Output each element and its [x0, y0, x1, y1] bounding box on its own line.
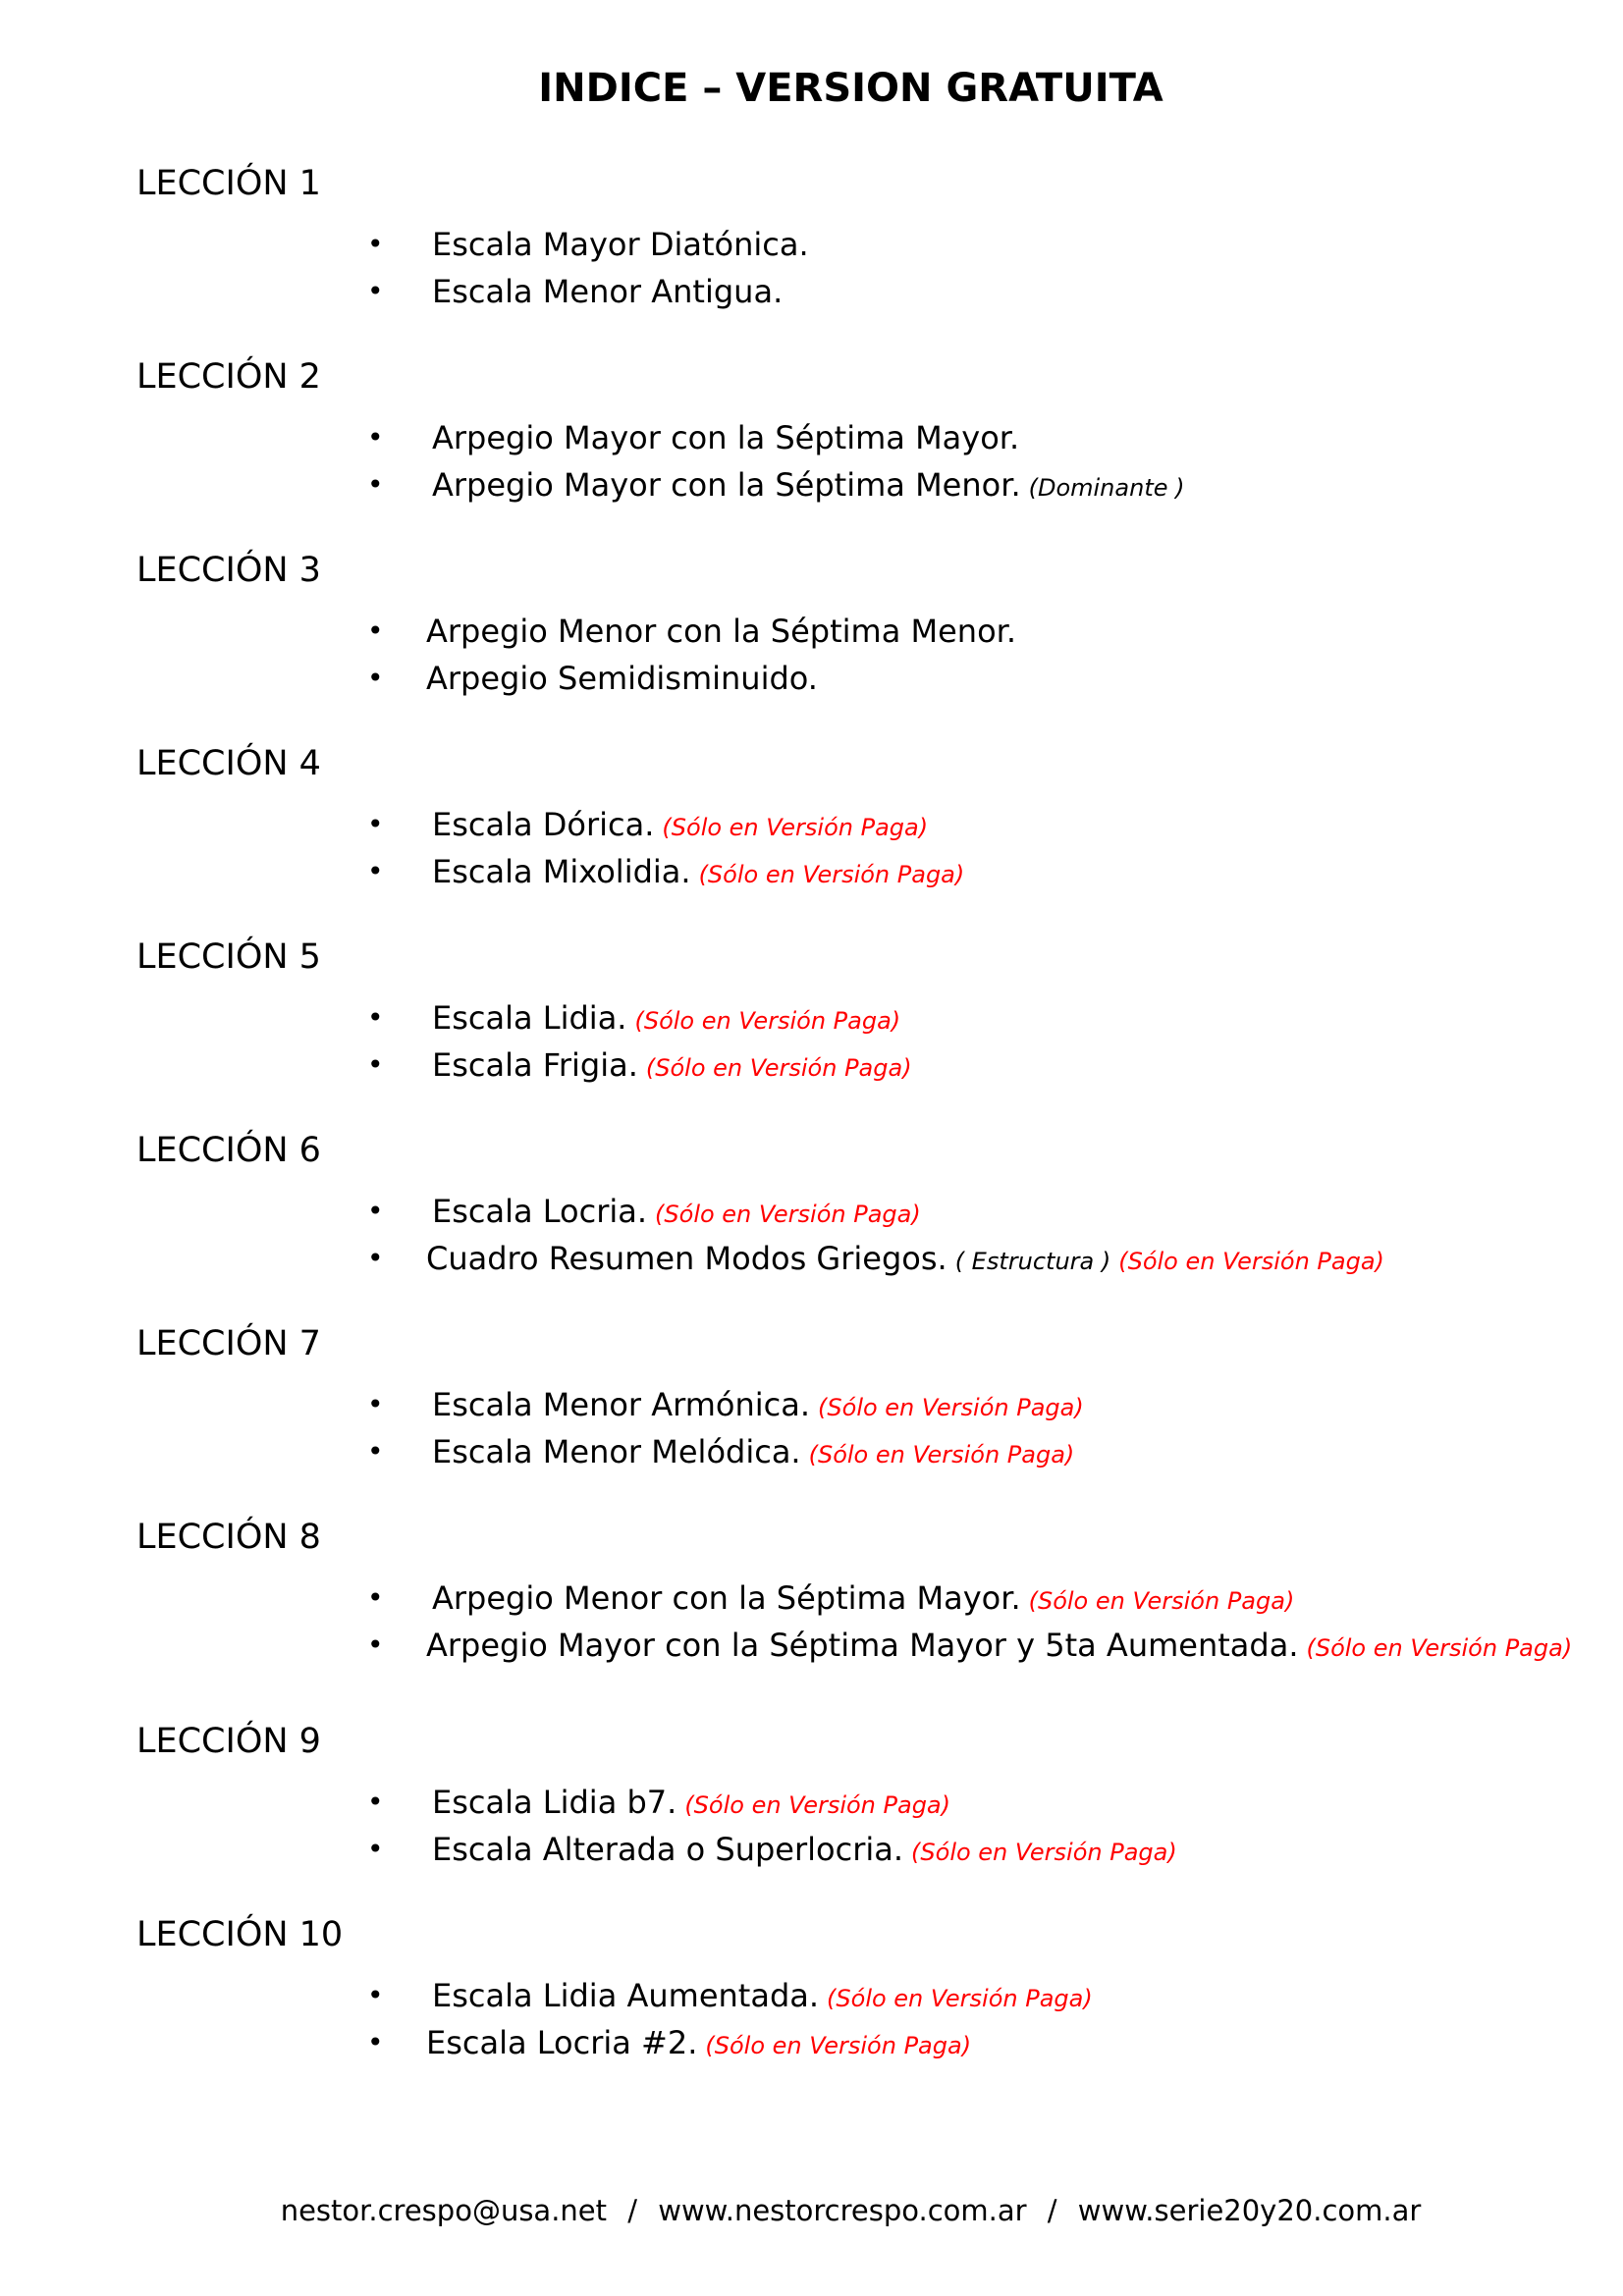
list-item-line — [432, 1781, 950, 1827]
paid-version-note: (Sólo en Versión Paga) — [705, 2032, 972, 2059]
list-item-line — [432, 1576, 1294, 1623]
lesson-heading: LECCIÓN 6 — [136, 1131, 321, 1170]
list-item-text: Escala Frigia. — [432, 1046, 638, 1084]
paid-version-note: (Sólo en Versión Paga) — [818, 1394, 1084, 1421]
lesson-heading: LECCIÓN 9 — [136, 1722, 321, 1761]
paid-version-note: (Sólo en Versión Paga) — [911, 1839, 1177, 1866]
paid-version-note: (Sólo en Versión Paga) — [655, 1201, 921, 1228]
bullet-icon: • — [367, 1388, 384, 1420]
list-item-text: Arpegio Menor con la Séptima Mayor. — [432, 1579, 1021, 1617]
lesson-heading: LECCIÓN 5 — [136, 937, 321, 977]
bullet-icon: • — [367, 1048, 384, 1081]
lesson-heading: LECCIÓN 4 — [136, 744, 321, 783]
bullet-icon: • — [367, 1629, 384, 1661]
list-item-text: Arpegio Mayor con la Séptima Menor. — [432, 466, 1021, 504]
paid-version-note: (Sólo en Versión Paga) — [1306, 1634, 1573, 1662]
paid-version-note: (Sólo en Versión Paga) — [684, 1791, 951, 1819]
bullet-icon: • — [367, 1195, 384, 1227]
lesson-heading: LECCIÓN 7 — [136, 1324, 321, 1363]
list-item-line — [426, 610, 1016, 653]
bullet-icon: • — [367, 1833, 384, 1865]
lesson-heading: LECCIÓN 10 — [136, 1915, 344, 1954]
list-item-line — [432, 996, 900, 1042]
list-item-line — [432, 1383, 1084, 1429]
list-item-text: Escala Menor Armónica. — [432, 1386, 811, 1423]
list-item-line — [432, 1430, 1074, 1476]
list-item-text: Cuadro Resumen Modos Griegos. — [426, 1240, 947, 1277]
bullet-icon: • — [367, 614, 384, 647]
paid-version-note: (Sólo en Versión Paga) — [645, 1054, 912, 1082]
paid-version-note: (Sólo en Versión Paga) — [634, 1007, 901, 1035]
list-item-line — [432, 270, 783, 313]
list-item-line — [432, 850, 964, 896]
lesson-heading: LECCIÓN 2 — [136, 357, 321, 397]
list-item-line — [432, 1828, 1177, 1874]
bullet-icon: • — [367, 1001, 384, 1034]
list-item-text: Escala Menor Antigua. — [432, 273, 784, 310]
bullet-icon: • — [367, 1435, 384, 1468]
list-item-line — [426, 1237, 1384, 1283]
footer-email[interactable]: nestor.crespo@usa.net — [280, 2194, 608, 2227]
bullet-icon: • — [367, 2026, 384, 2058]
list-item-line — [432, 803, 928, 849]
footer — [0, 2191, 1623, 2230]
list-item-line — [432, 463, 1184, 509]
lesson-heading: LECCIÓN 1 — [136, 164, 321, 203]
page-title: INDICE – VERSION GRATUITA — [538, 66, 1163, 111]
bullet-icon: • — [367, 1979, 384, 2011]
list-item-text: Escala Alterada o Superlocria. — [432, 1831, 904, 1868]
list-item-line — [426, 2021, 971, 2067]
lesson-heading: LECCIÓN 3 — [136, 551, 321, 590]
bullet-icon: • — [367, 1581, 384, 1614]
bullet-icon: • — [367, 855, 384, 887]
list-item-text: Escala Lidia b7. — [432, 1784, 677, 1821]
list-item-text: Arpegio Mayor con la Séptima Mayor. — [432, 419, 1020, 456]
paid-version-note: (Sólo en Versión Paga) — [1118, 1248, 1384, 1275]
bullet-icon: • — [367, 1786, 384, 1818]
item-note: ( Estructura ) — [954, 1248, 1111, 1275]
lesson-heading: LECCIÓN 8 — [136, 1518, 321, 1557]
list-item-line — [432, 1190, 921, 1236]
bullet-icon: • — [367, 421, 384, 454]
paid-version-note: (Sólo en Versión Paga) — [698, 861, 965, 888]
bullet-icon: • — [367, 468, 384, 501]
paid-version-note: (Sólo en Versión Paga) — [808, 1441, 1075, 1468]
list-item-text: Escala Lidia. — [432, 999, 627, 1037]
footer-website-link[interactable]: www.nestorcrespo.com.ar — [658, 2194, 1027, 2227]
list-item-text: Escala Dórica. — [432, 806, 655, 843]
bullet-icon: • — [367, 662, 384, 694]
list-item-text: Arpegio Mayor con la Séptima Mayor y 5ta Aumentada. — [426, 1627, 1299, 1664]
list-item-text: Escala Menor Melódica. — [432, 1433, 801, 1470]
paid-version-note: (Sólo en Versión Paga) — [1028, 1587, 1295, 1615]
list-item-line — [432, 416, 1019, 459]
list-item-line — [432, 223, 809, 266]
list-item-text: Escala Locria #2. — [426, 2024, 698, 2061]
footer-separator: / — [1047, 2194, 1057, 2227]
list-item-text: Escala Lidia Aumentada. — [432, 1977, 820, 2014]
list-item-text: Escala Mixolidia. — [432, 853, 691, 890]
list-item-line — [426, 657, 818, 700]
list-item-text: Arpegio Menor con la Séptima Menor. — [426, 613, 1017, 650]
bullet-icon: • — [367, 275, 384, 307]
footer-separator: / — [627, 2194, 638, 2227]
bullet-icon: • — [367, 808, 384, 840]
bullet-icon: • — [367, 228, 384, 260]
list-item-text: Arpegio Semidisminuido. — [426, 660, 818, 697]
footer-website-link[interactable]: www.serie20y20.com.ar — [1077, 2194, 1422, 2227]
item-note: (Dominante ) — [1028, 474, 1185, 502]
list-item-line — [432, 1974, 1093, 2020]
paid-version-note: (Sólo en Versión Paga) — [662, 814, 929, 841]
paid-version-note: (Sólo en Versión Paga) — [827, 1985, 1093, 2012]
list-item-text: Escala Locria. — [432, 1193, 648, 1230]
list-item-line — [426, 1624, 1572, 1670]
list-item-line — [432, 1043, 912, 1090]
bullet-icon: • — [367, 1242, 384, 1274]
list-item-text: Escala Mayor Diatónica. — [432, 226, 809, 263]
